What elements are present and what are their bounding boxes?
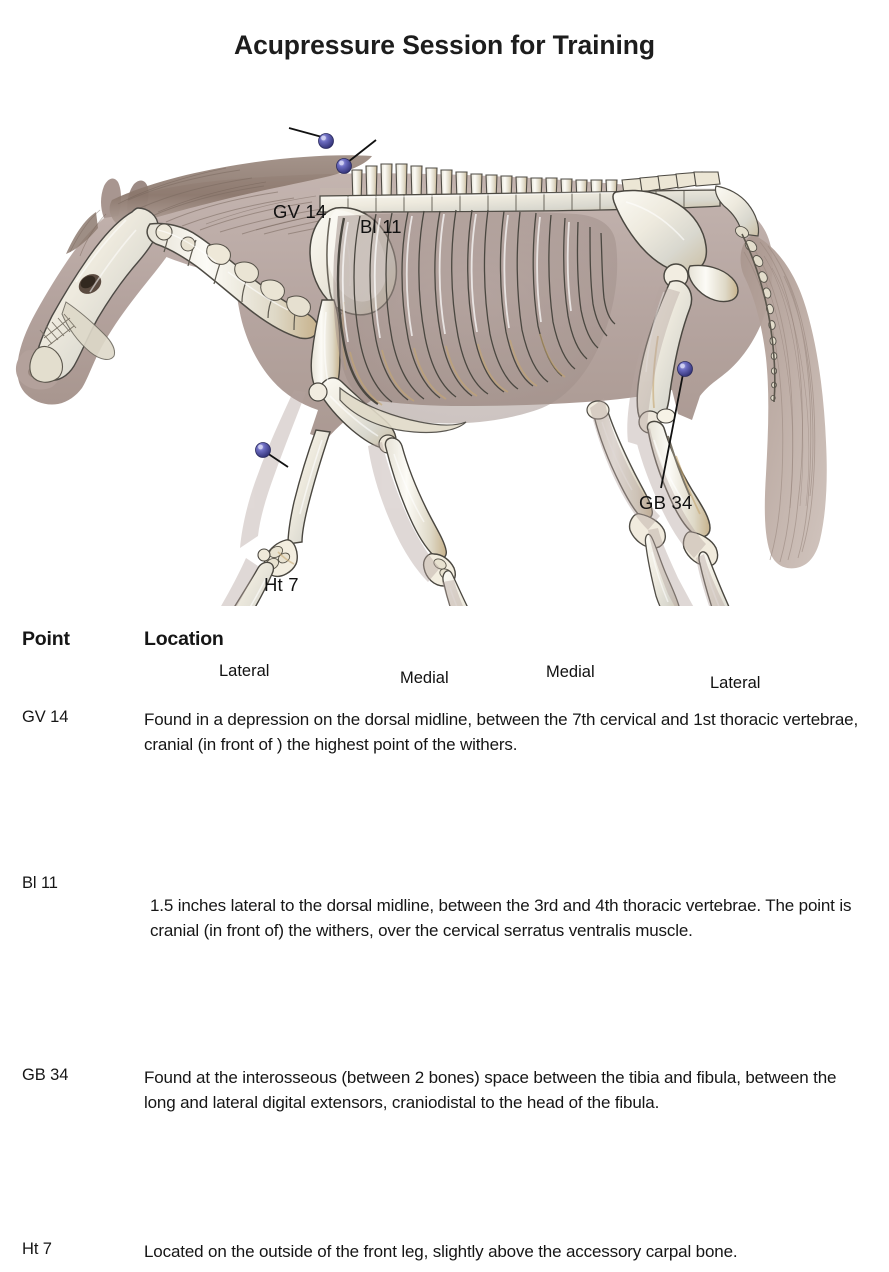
column-header-point: Point	[22, 628, 70, 650]
acupoint-dot-bl11	[337, 159, 352, 174]
point-location-table	[0, 620, 889, 1261]
acupoint-dot-gb34	[678, 362, 693, 377]
column-header-location: Location	[144, 628, 224, 650]
cell-location: Found at the interosseous (between 2 bones) space between the tibia and fibula, between the long and lateral digital extensors, craniodistal to the head of the fibula.	[144, 1068, 837, 1112]
cell-point: GV 14	[22, 708, 69, 726]
acupoint-dot-ht7	[256, 443, 271, 458]
cell-point: Ht 7	[22, 1240, 52, 1258]
cell-location: Found in a depression on the dorsal midline, between the 7th cervical and 1st thoracic vertebrae, cranial (in front of ) the highest point of the withers.	[144, 710, 859, 754]
table-header-row	[0, 620, 889, 660]
table-row	[0, 708, 889, 782]
hindlimb-left-lower	[542, 562, 585, 606]
orientation-label-medial-front: Medial	[400, 669, 449, 687]
table-row	[0, 1240, 889, 1272]
skeleton	[30, 164, 782, 606]
orientation-label-medial-hind: Medial	[546, 663, 595, 681]
page-title: Acupressure Session for Training	[234, 30, 655, 60]
acupoint-label-gv14: GV 14	[273, 201, 327, 222]
acupoint-label-ht7: Ht 7	[264, 574, 299, 595]
acupoint-dot-gv14	[319, 134, 334, 149]
cell-location: 1.5 inches lateral to the dorsal midline, between the 3rd and 4th thoracic vertebrae. The point is cranial (in front of) the withers, over the cervical serratus ventralis muscle.	[150, 896, 852, 940]
orientation-label-lateral-hind: Lateral	[710, 674, 761, 692]
cell-location: Located on the outside of the front leg, slightly above the accessory carpal bone.	[144, 1242, 738, 1261]
horse-anatomy-svg	[0, 96, 889, 606]
cell-point: GB 34	[22, 1066, 69, 1084]
table-row	[0, 874, 889, 972]
acupoint-label-bl11: Bl 11	[360, 216, 402, 237]
table-row	[0, 1066, 889, 1164]
tail	[741, 236, 827, 569]
cell-point: Bl 11	[22, 874, 58, 892]
orientation-label-lateral-front: Lateral	[219, 662, 270, 680]
leader-line-gv14	[289, 128, 322, 137]
acupoint-label-gb34: GB 34	[639, 492, 693, 513]
